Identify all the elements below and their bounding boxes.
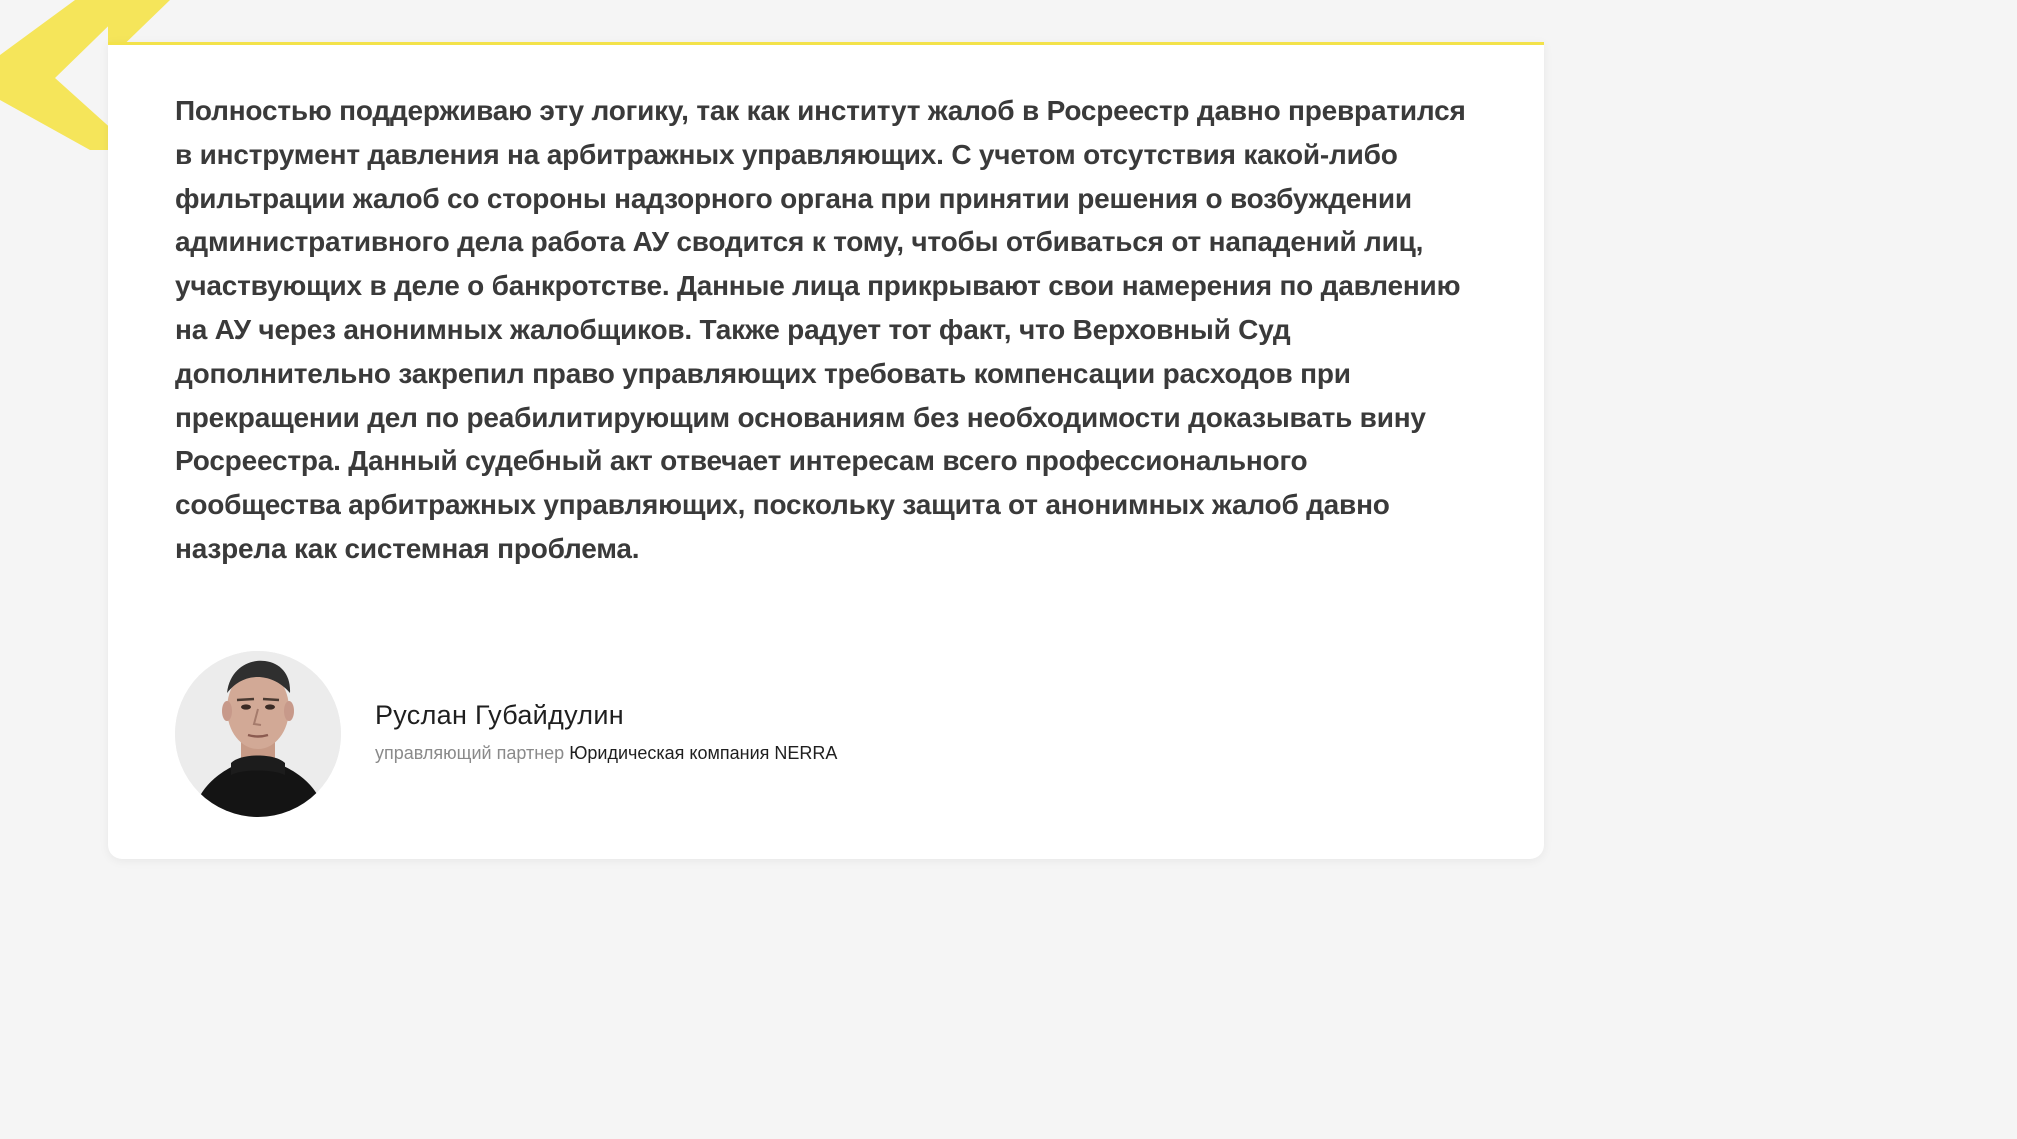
avatar — [175, 651, 341, 817]
author-company: Юридическая компания NERRA — [569, 743, 838, 763]
author-meta — [375, 743, 837, 764]
quote-text: Полностью поддерживаю эту логику, так как институт жалоб в Росреестр давно превратился в инструмент давления на арбитражных управляющих. С учетом отсутствия какой-либо фильтрации жалоб со стороны надзорного органа при принятии решения о возбуждении административного дела работа АУ сводится к тому, чтобы отбиваться от нападений лиц, участвующих в деле о банкротстве. Данные лица прикрывают свои намерения по давлению на АУ через анонимных жалобщиков. Также радует тот факт, что Верховный Суд дополнительно закрепил право управляющих требовать компенсации расходов при прекращении дел по реабилитирующим основаниям без необходимости доказывать вину Росреестра. Данный судебный акт отвечает интересам всего профессионального сообщества арбитражных управляющих, поскольку защита от анонимных жалоб давно назрела как системная проблема. — [175, 95, 1466, 564]
author-photo — [175, 651, 341, 817]
author-name: Руслан Губайдулин — [375, 700, 624, 730]
author-role: управляющий партнер — [375, 743, 565, 763]
quote-card — [108, 42, 1544, 859]
